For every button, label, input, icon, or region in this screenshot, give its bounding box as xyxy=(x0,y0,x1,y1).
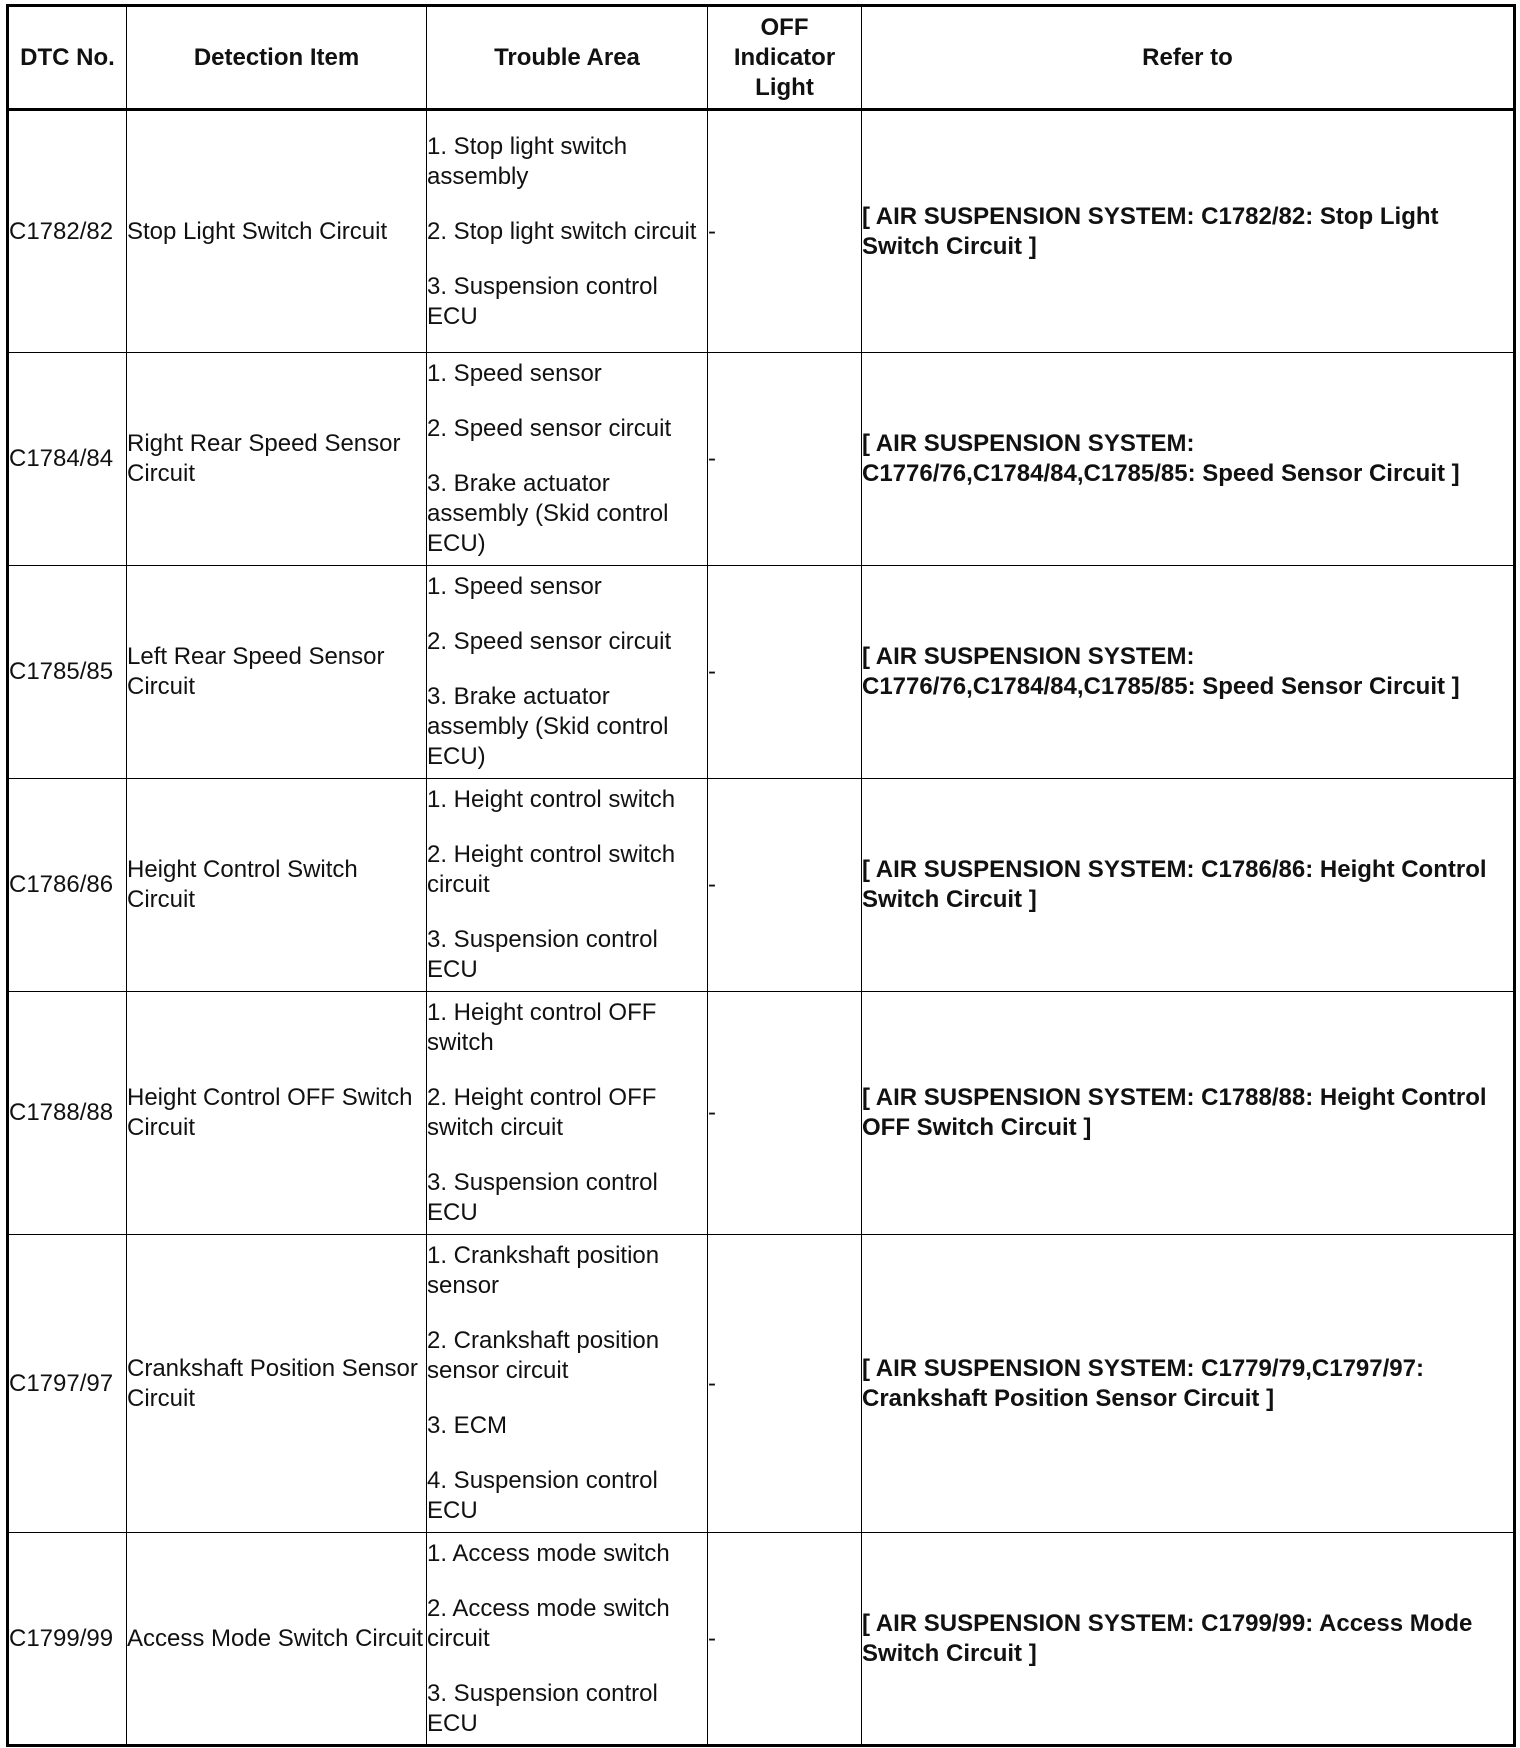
trouble-area-entry: 2. Height control OFF switch circuit xyxy=(427,1084,657,1141)
trouble-area-entry: 3. ECM xyxy=(427,1412,508,1439)
table-header-row xyxy=(8,6,1515,110)
refer-to-cell: [ AIR SUSPENSION SYSTEM: C1788/88: Height Control OFF Switch Circuit ] xyxy=(862,992,1515,1235)
detection-item-cell: Stop Light Switch Circuit xyxy=(127,110,427,353)
table-row xyxy=(8,566,1515,779)
trouble-area-entry: 1. Height control switch xyxy=(427,786,676,813)
dtc-code-cell: C1782/82 xyxy=(8,110,127,353)
refer-to-cell: [ AIR SUSPENSION SYSTEM: C1786/86: Height Control Switch Circuit ] xyxy=(862,779,1515,992)
off-indicator-light-cell: - xyxy=(708,1235,862,1533)
trouble-area-entry: 1. Height control OFF switch xyxy=(427,999,657,1056)
dtc-code-cell: C1797/97 xyxy=(8,1235,127,1533)
detection-item-cell: Right Rear Speed Sensor Circuit xyxy=(127,353,427,566)
table-row xyxy=(8,992,1515,1235)
off-indicator-light-cell: - xyxy=(708,353,862,566)
trouble-area-entry: 4. Suspension control ECU xyxy=(427,1467,658,1524)
trouble-area-cell xyxy=(427,110,708,353)
trouble-area-entry: 3. Brake actuator assembly (Skid control ECU) xyxy=(427,683,669,770)
dtc-code-cell: C1784/84 xyxy=(8,353,127,566)
trouble-area-cell xyxy=(427,353,708,566)
trouble-area-entry: 2. Speed sensor circuit xyxy=(427,628,672,655)
off-indicator-light-cell: - xyxy=(708,779,862,992)
detection-item-cell: Height Control Switch Circuit xyxy=(127,779,427,992)
header-off-indicator-light: OFF Indicator Light xyxy=(708,6,862,110)
table-row xyxy=(8,110,1515,353)
refer-to-cell: [ AIR SUSPENSION SYSTEM: C1782/82: Stop Light Switch Circuit ] xyxy=(862,110,1515,353)
trouble-area-entry: 3. Brake actuator assembly (Skid control ECU) xyxy=(427,470,669,557)
trouble-area-cell xyxy=(427,566,708,779)
trouble-area-entry: 2. Access mode switch circuit xyxy=(427,1594,670,1652)
trouble-area-entry: 3. Suspension control ECU xyxy=(427,1169,658,1226)
refer-to-cell: [ AIR SUSPENSION SYSTEM: C1799/99: Access Mode Switch Circuit ] xyxy=(862,1533,1515,1746)
refer-to-cell: [ AIR SUSPENSION SYSTEM: C1776/76,C1784/84,C1785/85: Speed Sensor Circuit ] xyxy=(862,566,1515,779)
table-row xyxy=(8,1235,1515,1533)
dtc-code-cell: C1785/85 xyxy=(8,566,127,779)
trouble-area-entry: 1. Stop light switch assembly xyxy=(427,132,628,190)
detection-item-cell: Left Rear Speed Sensor Circuit xyxy=(127,566,427,779)
trouble-area-cell xyxy=(427,992,708,1235)
dtc-code-cell: C1799/99 xyxy=(8,1533,127,1746)
off-indicator-light-cell: - xyxy=(708,992,862,1235)
trouble-area-cell xyxy=(427,779,708,992)
detection-item-cell: Height Control OFF Switch Circuit xyxy=(127,992,427,1235)
header-trouble-area: Trouble Area xyxy=(427,6,708,110)
detection-item-cell: Crankshaft Position Sensor Circuit xyxy=(127,1235,427,1533)
table-row xyxy=(8,353,1515,566)
table-row xyxy=(8,779,1515,992)
header-detection-item: Detection Item xyxy=(127,6,427,110)
trouble-area-entry: 2. Speed sensor circuit xyxy=(427,415,672,442)
off-indicator-light-cell: - xyxy=(708,110,862,353)
off-indicator-light-cell: - xyxy=(708,566,862,779)
table-row xyxy=(8,1533,1515,1746)
trouble-area-entry: 2. Height control switch circuit xyxy=(427,841,676,898)
trouble-area-cell xyxy=(427,1533,708,1746)
detection-item-cell: Access Mode Switch Circuit xyxy=(127,1533,427,1746)
dtc-table xyxy=(6,4,1516,1747)
trouble-area-entry: 3. Suspension control ECU xyxy=(427,926,658,983)
dtc-code-cell: C1788/88 xyxy=(8,992,127,1235)
refer-to-cell: [ AIR SUSPENSION SYSTEM: C1776/76,C1784/84,C1785/85: Speed Sensor Circuit ] xyxy=(862,353,1515,566)
off-indicator-light-cell: - xyxy=(708,1533,862,1746)
trouble-area-cell xyxy=(427,1235,708,1533)
trouble-area-entry: 1. Speed sensor xyxy=(427,360,602,387)
trouble-area-entry: 1. Speed sensor xyxy=(427,573,602,600)
header-dtc-no: DTC No. xyxy=(8,6,127,110)
dtc-table-sheet xyxy=(6,4,1513,1747)
refer-to-cell: [ AIR SUSPENSION SYSTEM: C1779/79,C1797/97: Crankshaft Position Sensor Circuit ] xyxy=(862,1235,1515,1533)
trouble-area-entry: 1. Crankshaft position sensor xyxy=(427,1242,660,1299)
trouble-area-entry: 3. Suspension control ECU xyxy=(427,1679,658,1737)
header-refer-to: Refer to xyxy=(862,6,1515,110)
trouble-area-entry: 2. Crankshaft position sensor circuit xyxy=(427,1327,660,1384)
trouble-area-entry: 2. Stop light switch circuit xyxy=(427,217,697,245)
table-body xyxy=(8,110,1515,1746)
dtc-code-cell: C1786/86 xyxy=(8,779,127,992)
trouble-area-entry: 3. Suspension control ECU xyxy=(427,272,658,330)
trouble-area-entry: 1. Access mode switch xyxy=(427,1539,670,1567)
